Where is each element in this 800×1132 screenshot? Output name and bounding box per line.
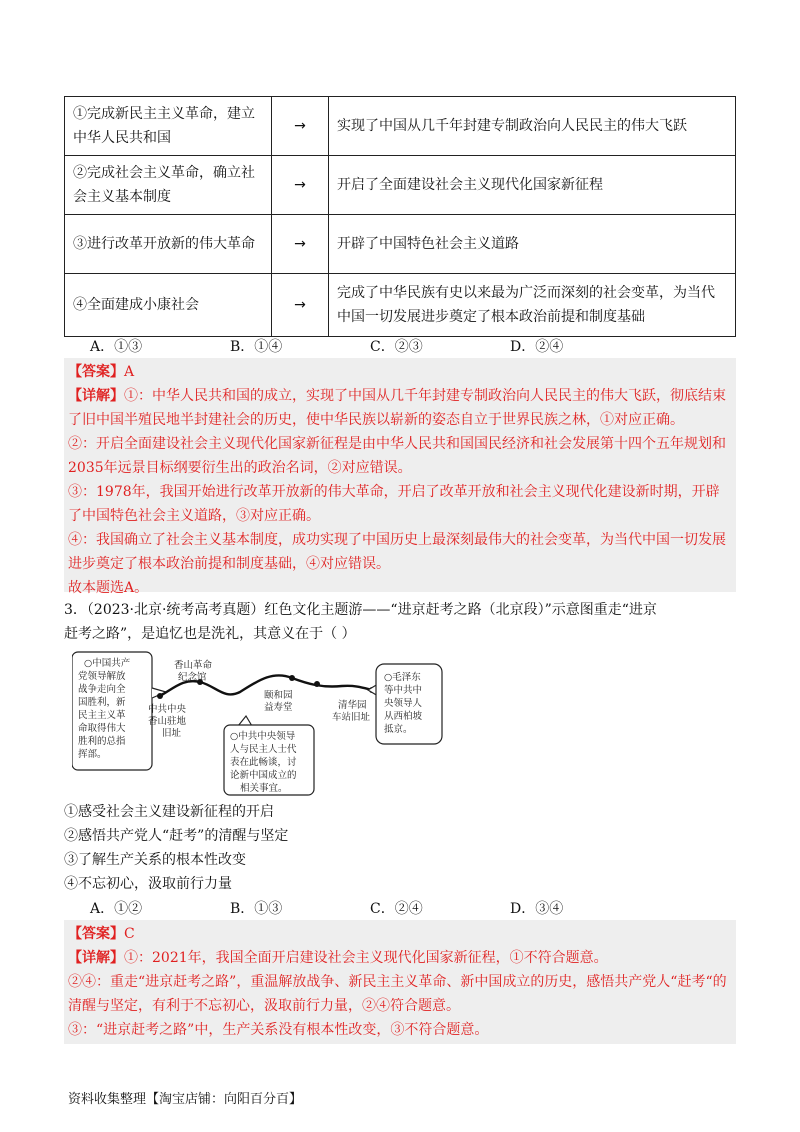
table-cell-meaning: 完成了中华民族有史以来最为广泛而深刻的社会变革，为当代中国一切发展进步奠定了根本政治前提和制度基础 (329, 274, 736, 337)
table-cell-event: ②完成社会主义革命，确立社会主义基本制度 (65, 156, 272, 215)
q3-stem-line: 赶考之路”，是追忆也是洗礼，其意义在于（ ） (64, 626, 356, 642)
option-b: B．①④ (230, 339, 283, 355)
matching-table (64, 96, 736, 337)
detail-text: ①：中华人民共和国的成立，实现了中国从几千年封建专制政治向人民民主的伟大飞跃，彻底结束了旧中国半殖民地半封建社会的历史，使中华民族以崭新的姿态自立于世界民族之林，①对应正确。 (68, 388, 726, 428)
detail-line: ④：我国确立了社会主义基本制度，成功实现了中国历史上最深刻最伟大的社会变革，为当代中国一切发展进步奠定了根本政治前提和制度基础，④对应错误。 (68, 532, 726, 572)
statement-item: ②感悟共产党人“赶考”的清醒与坚定 (64, 828, 289, 844)
statement-item: ③了解生产关系的根本性改变 (64, 852, 246, 868)
route-dot (314, 681, 320, 687)
table-cell-meaning: 开启了全面建设社会主义现代化国家新征程 (329, 156, 736, 215)
detail-label: 【详解】 (68, 950, 124, 966)
table-cell-event: ③进行改革开放新的伟大革命 (65, 215, 272, 274)
arrow-icon: → (272, 97, 329, 156)
table-row (65, 97, 736, 156)
answer-value: C (124, 926, 135, 942)
statement-item: ④不忘初心，汲取前行力量 (64, 876, 232, 892)
answer-line (68, 922, 732, 946)
place-label-yiheyuan: 颐和园 益寿堂 (264, 690, 293, 713)
arrow-icon: → (272, 215, 329, 274)
place-label-qinghuayuan: 清华园 车站旧址 (332, 700, 371, 723)
route-map-diagram (72, 648, 452, 796)
option-a: A．①② (90, 901, 143, 917)
route-dot (157, 693, 163, 699)
table-row (65, 274, 736, 337)
arrow-icon: → (272, 274, 329, 337)
table-cell-event: ①完成新民主主义革命，建立中华人民共和国 (65, 97, 272, 156)
table-cell-meaning: 开辟了中国特色社会主义道路 (329, 215, 736, 274)
page-footer: 资料收集整理【淘宝店铺：向阳百分百】 (68, 1092, 303, 1107)
option-c: C．②③ (370, 339, 423, 355)
option-d: D．③④ (510, 901, 564, 917)
detail-line (68, 946, 732, 970)
q3-stem-line: 3．（2023·北京·统考高考真题）红色文化主题游——“进京赶考之路（北京段）”示意图重走“进京 (64, 602, 657, 618)
callout-middle-text: ○中共中央领导 人与民主人士代 表在此畅谈，讨 论新中国成立的 相关事宜。 (230, 731, 297, 794)
option-b: B．①③ (230, 901, 283, 917)
table-cell-meaning: 实现了中国从几千年封建专制政治向人民民主的伟大飞跃 (329, 97, 736, 156)
option-c: C．②④ (370, 901, 423, 917)
detail-line: ②：开启全面建设社会主义现代化国家新征程是由中华人民共和国国民经济和社会发展第十四个五年规划和2035年远景目标纲要衍生出的政治名词，②对应错误。 (68, 436, 726, 476)
q2-options (90, 336, 650, 358)
table-row (65, 215, 736, 274)
detail-line: ③：1978年，我国开始进行改革开放新的伟大革命，开启了改革开放和社会主义现代化建设新时期，开辟了中国特色社会主义道路，③对应正确。 (68, 484, 720, 524)
q2-answer-block (64, 358, 736, 596)
answer-line (68, 360, 732, 384)
callout-left-text: ○中国共产 党领导解放 战争走向全 国胜利，新 民主主义革 命取得伟大 胜利的总指 挥部。 (78, 658, 131, 760)
option-a: A．①③ (90, 339, 143, 355)
answer-label: 【答案】 (68, 364, 124, 380)
detail-line: 故本题选A。 (68, 580, 149, 596)
callout-right-text: ○毛泽东 等中共中 央领导人 从西柏坡 抵京。 (384, 672, 423, 735)
detail-line: ③：“进京赶考之路”中，生产关系没有根本性改变，③不符合题意。 (68, 1022, 489, 1038)
table-row (65, 156, 736, 215)
route-dot (289, 675, 295, 681)
arrow-icon: → (272, 156, 329, 215)
detail-text: ①：2021年，我国全面开启建设社会主义现代化国家新征程，①不符合题意。 (124, 950, 608, 966)
place-label-xiangshan-museum: 香山革命 纪念馆 (174, 660, 213, 683)
detail-line (68, 384, 732, 432)
table-cell-event: ④全面建成小康社会 (65, 274, 272, 337)
answer-value: A (124, 364, 135, 380)
answer-label: 【答案】 (68, 926, 124, 942)
statement-item: ①感受社会主义建设新征程的开启 (64, 804, 274, 820)
detail-line: ②④：重走“进京赶考之路”，重温解放战争、新民主主义革命、新中国成立的历史，感悟共产党人“赶考“的清醒与坚定，有利于不忘初心，汲取前行力量，②④符合题意。 (68, 974, 727, 1014)
detail-label: 【详解】 (68, 388, 124, 404)
option-d: D．②④ (510, 339, 564, 355)
place-label-xiangshan-site: 中共中央 香山驻地 旧址 (148, 704, 187, 739)
q3-stem (64, 598, 736, 646)
q3-options (90, 898, 650, 920)
q3-answer-block (64, 920, 736, 1044)
q3-statements (64, 800, 736, 896)
